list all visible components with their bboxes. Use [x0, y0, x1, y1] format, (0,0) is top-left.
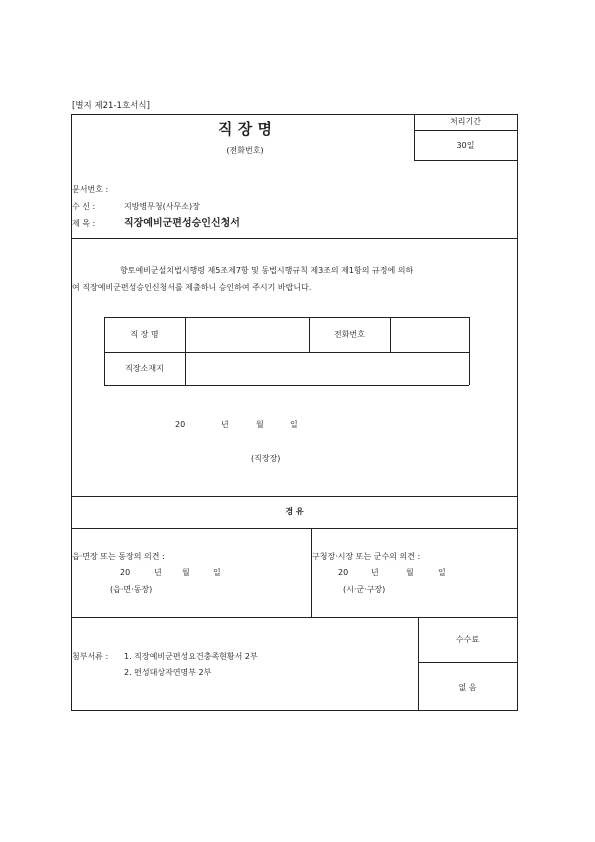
- right-date-year: 년: [371, 568, 379, 577]
- right-date-year-prefix: 20: [338, 568, 349, 577]
- fee-value: 없 음: [458, 683, 477, 692]
- recipient-value: 지방병무청(사무소)장: [124, 202, 200, 211]
- date-year-prefix: 20: [175, 420, 186, 429]
- inner-table-top: [104, 317, 469, 318]
- frame-top: [71, 114, 518, 115]
- via-column-divider: [311, 528, 312, 617]
- doc-number-label: 문서번호 :: [72, 185, 109, 194]
- attachment-item-2: 2. 편성대상자연명부 2부: [124, 668, 212, 677]
- form-code: [별지 제21-1호서식]: [72, 101, 150, 111]
- info-divider: [71, 238, 518, 239]
- workplace-title: 직 장 명: [218, 120, 272, 138]
- right-date-day: 일: [438, 568, 446, 577]
- attachments-top: [71, 617, 518, 618]
- attachment-item-1: 1. 직장예비군편성요건충족현황서 2부: [124, 652, 258, 661]
- processing-box-divider: [414, 130, 517, 131]
- body-line-1: 향토예비군설치법시행령 제5조제7항 및 동법시행규칙 제3조의 제1항의 규정에 의하: [120, 266, 414, 275]
- recipient-label: 수 신 :: [72, 202, 96, 211]
- frame-bottom: [71, 710, 518, 711]
- left-opinion-label: 읍·면장 또는 동장의 의견 :: [72, 552, 165, 561]
- inner-table-col1: [185, 317, 186, 385]
- date-month: 월: [256, 420, 264, 429]
- inner-table-left: [104, 317, 105, 385]
- attachments-label: 첨부서류 :: [72, 652, 109, 661]
- processing-period-value: 30일: [456, 141, 475, 150]
- processing-period-label: 처리기간: [450, 117, 481, 126]
- fee-label: 수수료: [455, 635, 480, 644]
- inner-table-col3: [390, 317, 391, 352]
- inner-table-middle: [104, 352, 469, 353]
- subject-value: 직장예비군편성승인신청서: [124, 218, 240, 229]
- inner-phone-label: 전화번호: [334, 330, 365, 339]
- workplace-head-signer: (직장장): [251, 454, 281, 463]
- right-opinion-label: 구청장·시장 또는 군수의 의견 :: [312, 552, 421, 561]
- fee-box-divider: [418, 662, 517, 663]
- workplace-location-label: 직장소재지: [125, 364, 164, 373]
- body-line-2: 여 직장예비군편성승인신청서를 제출하니 승인하여 주시기 바랍니다.: [72, 283, 312, 292]
- left-date-day: 일: [213, 568, 221, 577]
- via-title: 경 유: [285, 507, 304, 516]
- via-top: [71, 496, 518, 497]
- via-divider: [71, 528, 518, 529]
- date-year: 년: [221, 420, 229, 429]
- left-date-year-prefix: 20: [120, 568, 131, 577]
- fee-box-left: [418, 617, 419, 710]
- subject-label: 제 목 :: [72, 219, 96, 228]
- inner-table-bottom: [104, 385, 469, 386]
- left-signer: (읍·면·동장): [110, 585, 153, 594]
- right-signer: (시·군·구장): [343, 585, 386, 594]
- date-day: 일: [290, 420, 298, 429]
- processing-box-bottom: [414, 160, 517, 161]
- frame-right: [517, 114, 518, 710]
- workplace-name-label: 직 장 명: [130, 330, 159, 339]
- phone-number-label: (전화번호): [226, 146, 264, 155]
- inner-table-right: [469, 317, 470, 385]
- left-date-year: 년: [154, 568, 162, 577]
- right-date-month: 월: [406, 568, 414, 577]
- left-date-month: 월: [182, 568, 190, 577]
